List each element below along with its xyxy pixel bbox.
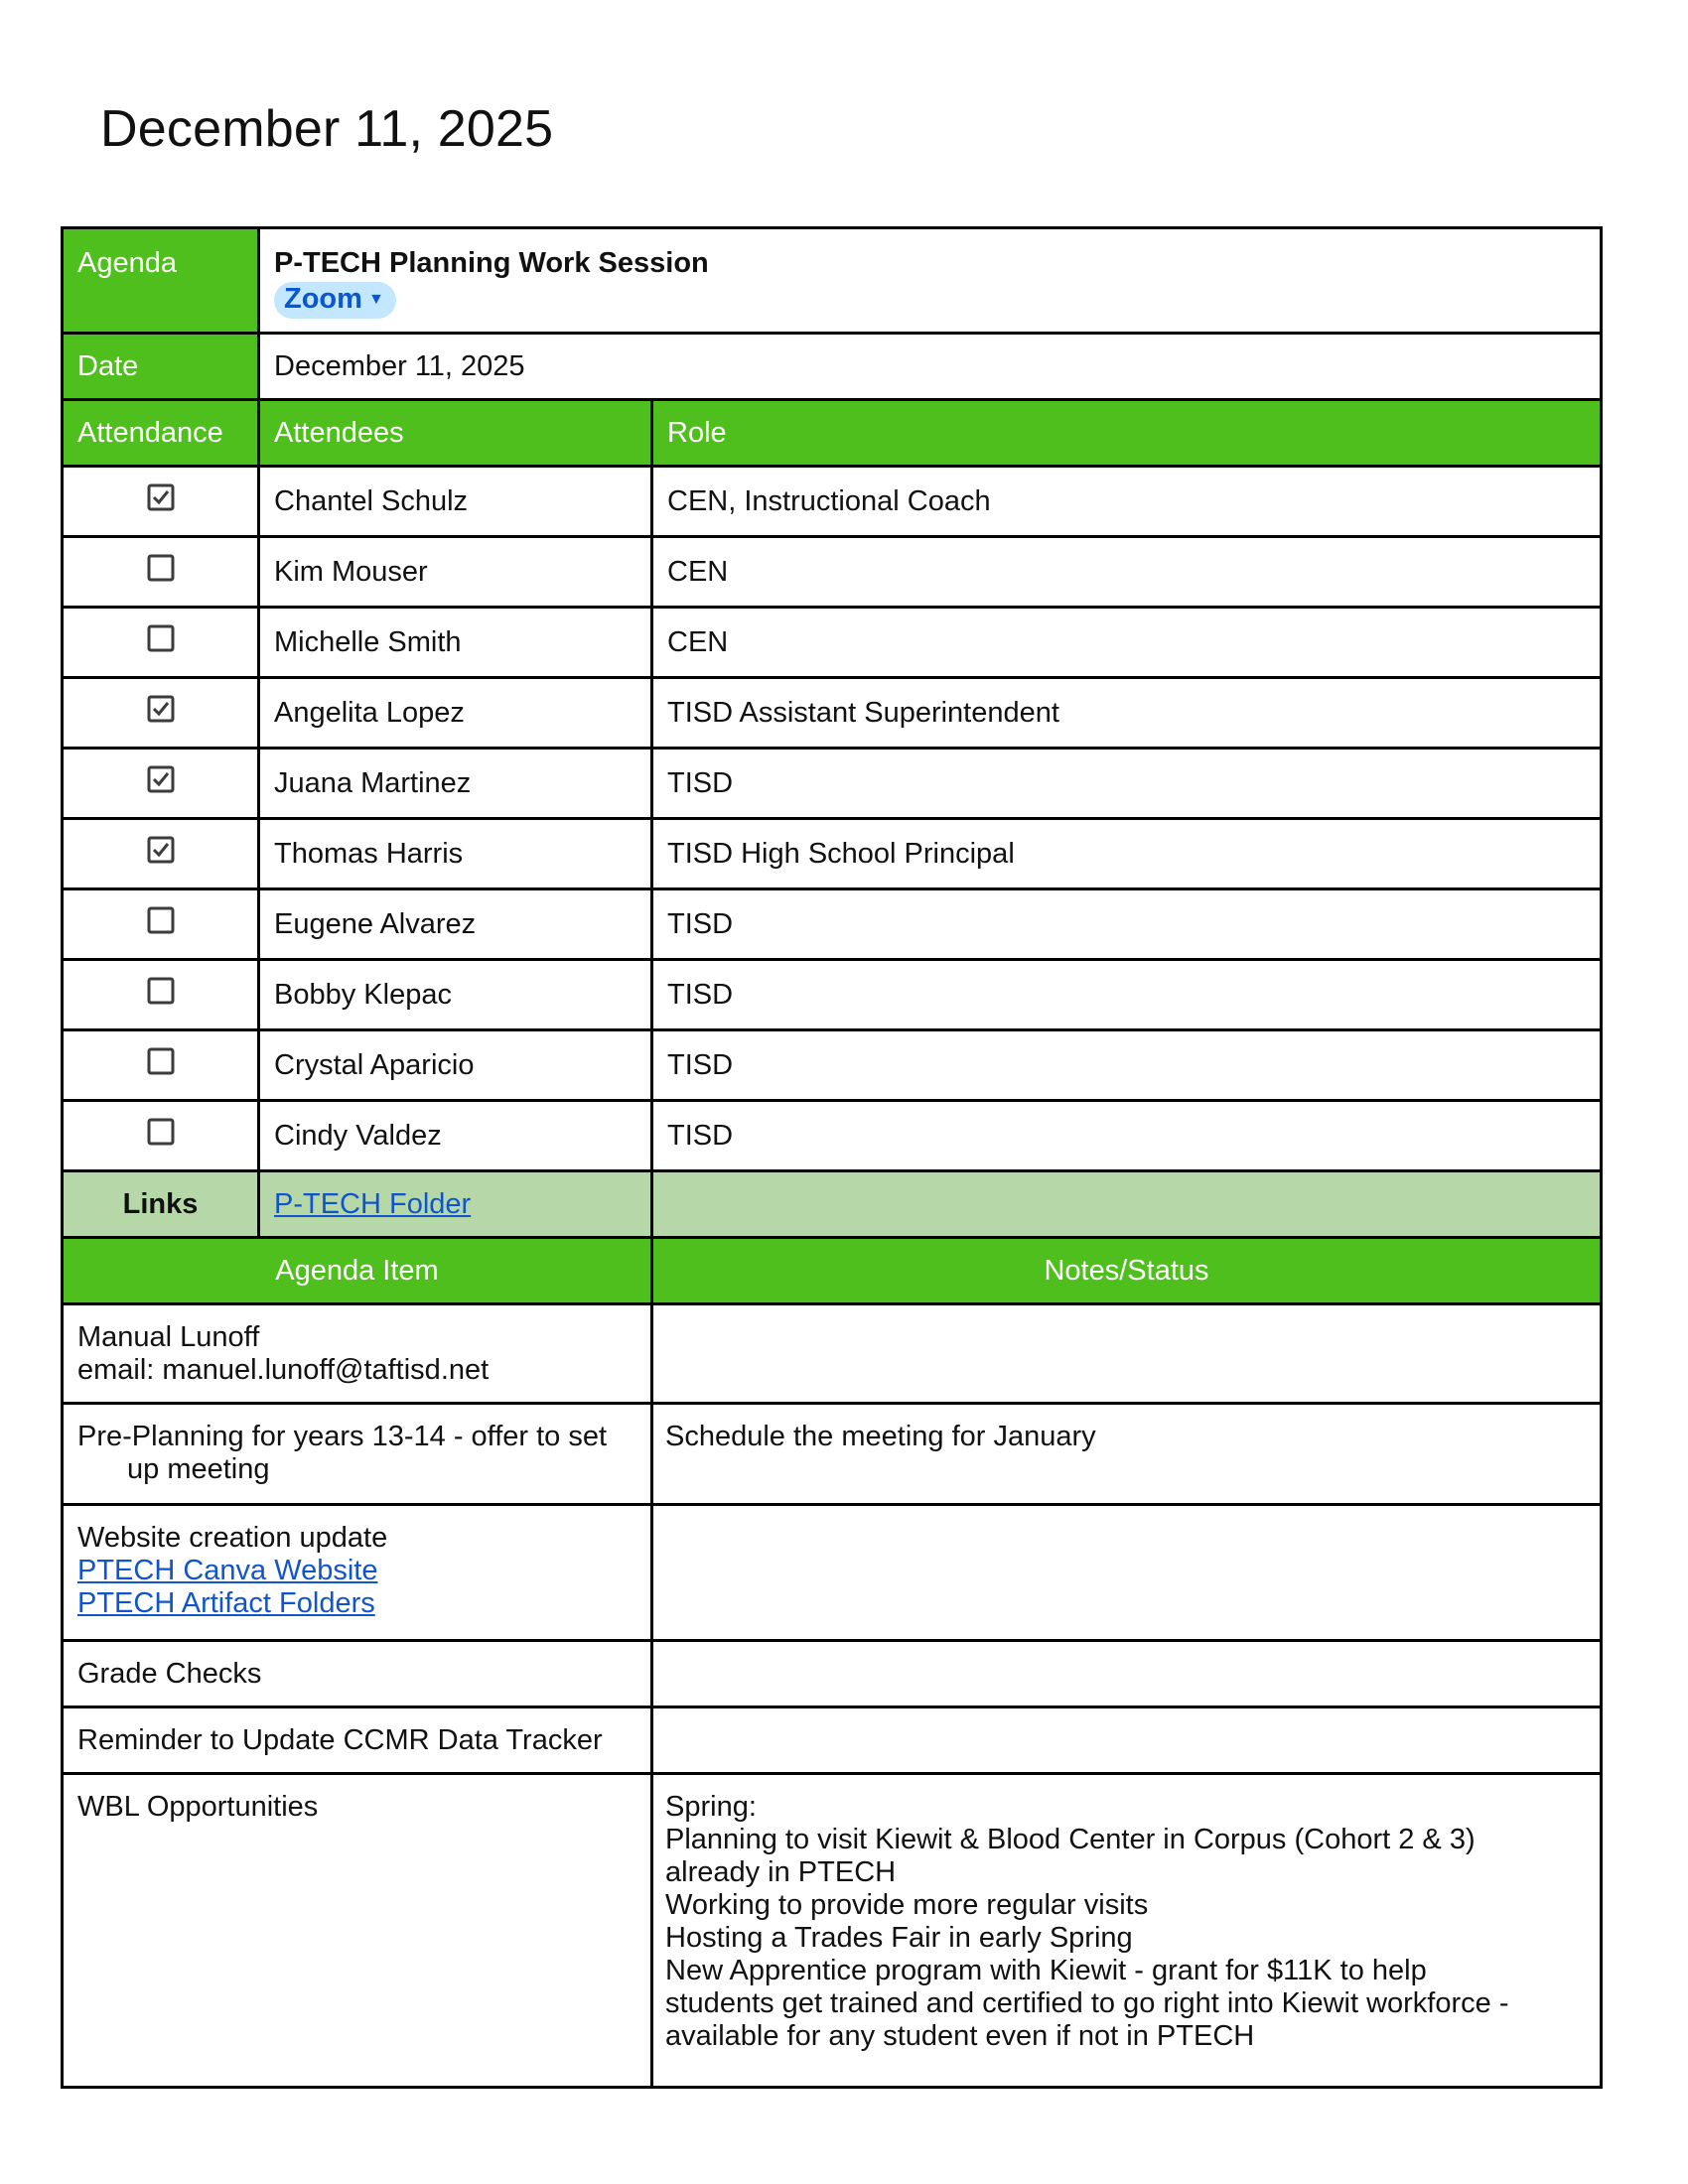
attendee-row — [63, 608, 1602, 678]
date-label: Date — [63, 334, 259, 400]
attendee-name: Angelita Lopez — [259, 678, 652, 749]
links-label: Links — [63, 1171, 259, 1238]
attendance-cell — [63, 537, 259, 608]
attendee-name: Cindy Valdez — [259, 1101, 652, 1171]
date-row — [63, 334, 1602, 400]
attendee-name: Juana Martinez — [259, 749, 652, 819]
ptech-folder-link[interactable]: P-TECH Folder — [274, 1187, 472, 1220]
checked-checkbox-icon[interactable] — [147, 836, 175, 872]
attendee-role: TISD — [652, 960, 1602, 1030]
notes-cell — [652, 1505, 1602, 1641]
attendance-cell — [63, 608, 259, 678]
agenda-items — [63, 1304, 1602, 2088]
attendance-cell — [63, 889, 259, 960]
agenda-item-cell — [63, 1505, 652, 1641]
chevron-down-icon: ▼ — [367, 291, 384, 309]
checkbox-icon[interactable] — [147, 1118, 175, 1154]
note-text: New Apprentice program with Kiewit - grant for $11K to help — [665, 1955, 1427, 1986]
note-text: Planning to visit Kiewit & Blood Center in Corpus (Cohort 2 & 3) — [665, 1824, 1476, 1855]
checkbox-icon[interactable] — [147, 1047, 175, 1083]
checked-checkbox-icon[interactable] — [147, 695, 175, 731]
attendee-role: TISD — [652, 1101, 1602, 1171]
agenda-item-link[interactable]: PTECH Artifact Folders — [77, 1587, 375, 1619]
attendance-cell — [63, 749, 259, 819]
agenda-item-text: Pre-Planning for years 13-14 - offer to set — [77, 1421, 608, 1452]
attendee-role: TISD Assistant Superintendent — [652, 678, 1602, 749]
attendee-row — [63, 1030, 1602, 1101]
notes-cell — [652, 1304, 1602, 1404]
page-title: December 11, 2025 — [100, 100, 554, 158]
agenda-item-row — [63, 1505, 1602, 1641]
meeting-notes-table — [61, 226, 1603, 2089]
zoom-chip[interactable] — [274, 282, 396, 319]
attendee-row — [63, 889, 1602, 960]
attendance-header-row — [63, 400, 1602, 467]
checkbox-icon[interactable] — [147, 906, 175, 942]
agenda-item-cell — [63, 1707, 652, 1774]
agenda-item-row — [63, 1404, 1602, 1505]
agenda-item-text: Grade Checks — [77, 1657, 262, 1690]
attendee-role: TISD — [652, 1030, 1602, 1101]
attendee-role: CEN, Instructional Coach — [652, 467, 1602, 537]
attendee-role: CEN — [652, 608, 1602, 678]
items-header-row — [63, 1238, 1602, 1304]
notes-cell — [652, 1774, 1602, 2088]
attendance-cell — [63, 960, 259, 1030]
attendee-row — [63, 749, 1602, 819]
agenda-item-text: email: manuel.lunoff@taftisd.net — [77, 1354, 490, 1386]
attendee-role: TISD — [652, 889, 1602, 960]
agenda-item-link[interactable]: PTECH Canva Website — [77, 1555, 378, 1586]
links-cell — [259, 1171, 652, 1238]
attendance-header: Attendance — [63, 400, 259, 467]
attendance-cell — [63, 678, 259, 749]
checkbox-icon[interactable] — [147, 624, 175, 660]
links-empty-cell — [652, 1171, 1602, 1238]
attendee-name: Bobby Klepac — [259, 960, 652, 1030]
agenda-label: Agenda — [63, 228, 259, 334]
date-value: December 11, 2025 — [259, 334, 1602, 400]
agenda-item-cell — [63, 1404, 652, 1505]
notes-cell — [652, 1641, 1602, 1707]
agenda-item-cell — [63, 1304, 652, 1404]
role-header: Role — [652, 400, 1602, 467]
checkbox-icon[interactable] — [147, 554, 175, 590]
note-text: Spring: — [665, 1791, 757, 1823]
checked-checkbox-icon[interactable] — [147, 765, 175, 801]
attendance-cell — [63, 819, 259, 889]
checked-checkbox-icon[interactable] — [147, 483, 175, 519]
attendee-row — [63, 537, 1602, 608]
attendance-cell — [63, 467, 259, 537]
attendee-row — [63, 678, 1602, 749]
attendee-name: Chantel Schulz — [259, 467, 652, 537]
attendee-row — [63, 467, 1602, 537]
notes-status-header: Notes/Status — [652, 1238, 1602, 1304]
attendee-name: Crystal Aparicio — [259, 1030, 652, 1101]
attendee-row — [63, 819, 1602, 889]
zoom-chip-label: Zoom — [284, 283, 362, 315]
attendee-name: Eugene Alvarez — [259, 889, 652, 960]
agenda-item-cell — [63, 1774, 652, 2088]
agenda-item-row — [63, 1774, 1602, 2088]
attendance-cell — [63, 1101, 259, 1171]
agenda-item-text: Reminder to Update CCMR Data Tracker — [77, 1723, 603, 1756]
note-text: Hosting a Trades Fair in early Spring — [665, 1922, 1133, 1954]
note-text: available for any student even if not in PTECH — [665, 2020, 1255, 2052]
agenda-row — [63, 228, 1602, 334]
agenda-item-text: Website creation update — [77, 1522, 388, 1554]
attendance-cell — [63, 1030, 259, 1101]
attendee-role: TISD — [652, 749, 1602, 819]
agenda-title: P-TECH Planning Work Session — [274, 247, 709, 279]
agenda-item-text: up meeting — [127, 1453, 270, 1485]
agenda-item-text: Manual Lunoff — [77, 1321, 260, 1353]
attendee-name: Kim Mouser — [259, 537, 652, 608]
attendee-row — [63, 1101, 1602, 1171]
agenda-item-cell — [63, 1641, 652, 1707]
notes-cell — [652, 1404, 1602, 1505]
note-text: Schedule the meeting for January — [665, 1421, 1096, 1452]
agenda-item-row — [63, 1641, 1602, 1707]
notes-cell — [652, 1707, 1602, 1774]
links-row — [63, 1171, 1602, 1238]
attendee-row — [63, 960, 1602, 1030]
attendee-name: Thomas Harris — [259, 819, 652, 889]
note-text: students get trained and certified to go right into Kiewit workforce - — [665, 1987, 1509, 2019]
attendee-role: TISD High School Principal — [652, 819, 1602, 889]
agenda-item-row — [63, 1707, 1602, 1774]
checkbox-icon[interactable] — [147, 977, 175, 1013]
attendee-name: Michelle Smith — [259, 608, 652, 678]
agenda-item-header: Agenda Item — [63, 1238, 652, 1304]
attendees-header: Attendees — [259, 400, 652, 467]
agenda-item-text: WBL Opportunities — [77, 1791, 319, 1823]
attendee-role: CEN — [652, 537, 1602, 608]
note-text: already in PTECH — [665, 1856, 897, 1888]
attendee-list — [63, 467, 1602, 1171]
agenda-content — [259, 228, 1602, 334]
note-text: Working to provide more regular visits — [665, 1889, 1149, 1921]
agenda-item-row — [63, 1304, 1602, 1404]
